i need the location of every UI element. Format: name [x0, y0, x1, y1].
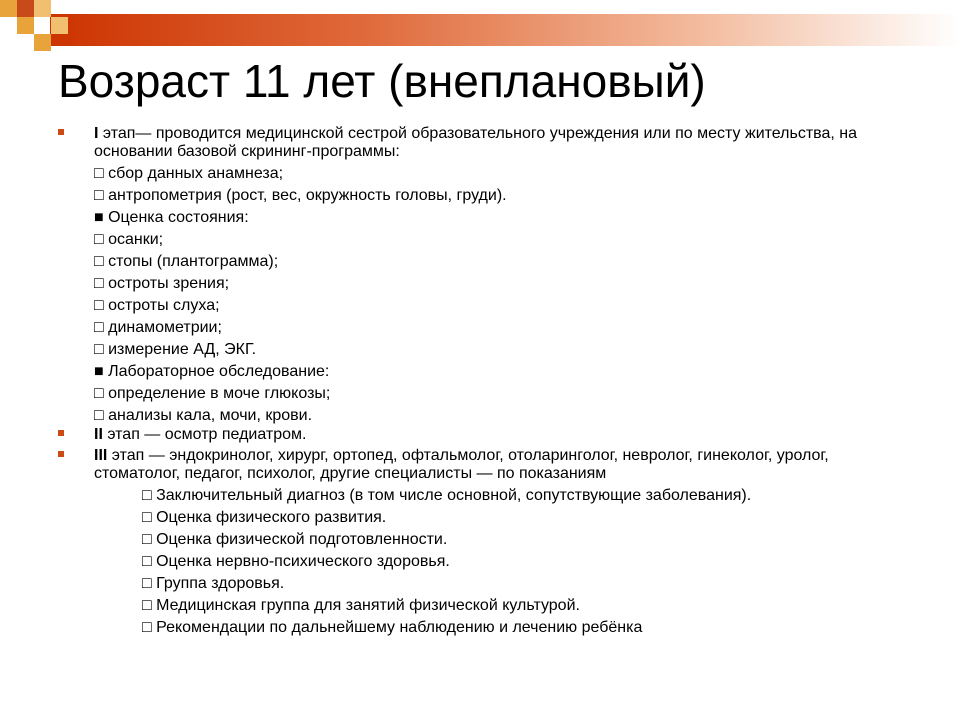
list-item: □ Оценка физического развития. — [142, 509, 387, 526]
list-item: □ остроты слуха; — [94, 297, 220, 314]
corner-square-decoration — [0, 0, 17, 17]
square-bullet-icon — [58, 451, 64, 457]
list-item: □ Заключительный диагноз (в том числе основной, сопутствующие заболевания). — [142, 487, 752, 504]
corner-square-decoration — [34, 0, 51, 17]
corner-square-decoration — [17, 17, 34, 34]
list-item: □ антропометрия (рост, вес, окружность головы, груди). — [94, 187, 507, 204]
list-item: □ стопы (плантограмма); — [94, 253, 279, 270]
header-gradient-band — [50, 14, 960, 46]
list-item: □ Оценка физической подготовленности. — [142, 531, 448, 548]
stage-2-text — [94, 426, 914, 444]
list-item: □ остроты зрения; — [94, 275, 230, 292]
slide-title: Возраст 11 лет (внеплановый) — [58, 55, 706, 107]
square-bullet-icon — [58, 129, 64, 135]
list-item: □ Группа здоровья. — [142, 575, 285, 592]
list-item: □ определение в моче глюкозы; — [94, 385, 331, 402]
list-item: ■ Оценка состояния: — [94, 209, 249, 226]
list-item: □ сбор данных анамнеза; — [94, 165, 284, 182]
list-item: □ осанки; — [94, 231, 164, 248]
stage-2-description: этап — осмотр педиатром. — [102, 426, 307, 443]
stage-1-number: I — [94, 125, 99, 142]
stage-3-description: этап — эндокринолог, хирург, ортопед, офтальмолог, отоларинголог, невролог, гинеколог, уролог, стоматолог, педагог, психолог, другие специалисты — по показаниям — [94, 447, 829, 482]
stage-1-description: этап— проводится медицинской сестрой образовательного учреждения или по месту жительства, на основании базовой скрининг-программы: — [94, 125, 857, 160]
stage-1-text — [94, 125, 914, 161]
stage-3-text — [94, 447, 914, 483]
corner-square-decoration — [34, 34, 51, 51]
corner-square-decoration — [17, 0, 34, 17]
square-bullet-icon — [58, 430, 64, 436]
list-item: □ анализы кала, мочи, крови. — [94, 407, 313, 424]
list-item: □ Рекомендации по дальнейшему наблюдению и лечению ребёнка — [142, 619, 643, 636]
list-item: □ Оценка нервно-психического здоровья. — [142, 553, 450, 570]
list-item: □ измерение АД, ЭКГ. — [94, 341, 257, 358]
list-item: □ Медицинская группа для занятий физической культурой. — [142, 597, 580, 614]
stage-3-number: III — [94, 447, 108, 464]
stage-2-number: II — [94, 426, 103, 443]
corner-square-decoration — [51, 17, 68, 34]
list-item: □ динамометрии; — [94, 319, 222, 336]
list-item: ■ Лабораторное обследование: — [94, 363, 330, 380]
